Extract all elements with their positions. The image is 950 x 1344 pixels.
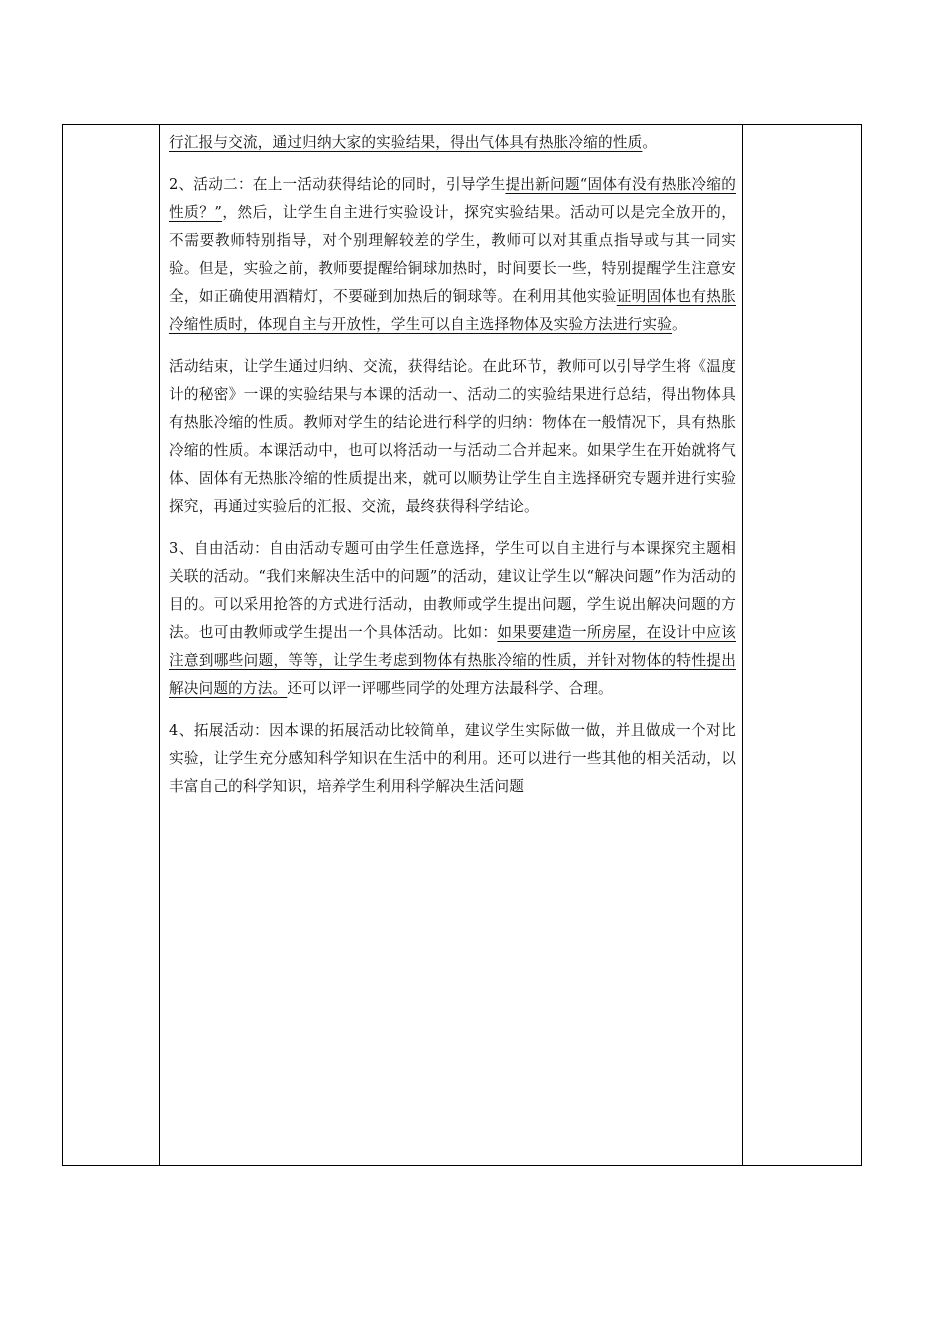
- table-row: [63, 125, 862, 1166]
- underlined-text: 如果要建造一所房屋，在设计中应该注意到哪些问题，等等，让学生考虑到物体有热胀冷缩的性质，并针对物体的特性提出解决问题的方法。: [169, 624, 737, 697]
- text-segment: 2、活动二：在上一活动获得结论的同时，引导学生: [169, 176, 506, 193]
- text-segment: ，然后，让学生自主进行实验设计，探究实验结果。活动可以是完全放开的，不需要教师特别指导，对个别理解较差的学生，教师可以对其重点指导或与其一同实验。但是，实验之前，教师要提醒给铜球加热时，时间要长一些，特别提醒学生注意安全，如正确使用酒精灯，不要碰到加热后的铜球等。在利用其他实验: [169, 204, 736, 305]
- paragraph: [169, 717, 736, 801]
- paragraph: [169, 535, 736, 703]
- underlined-text: 提出新问题“固体有没有热胀冷缩的性质？”: [169, 176, 736, 221]
- paragraph: [169, 353, 736, 521]
- text-segment: 活动结束，让学生通过归纳、交流，获得结论。在此环节，教师可以引导学生将《温度计的秘密》一课的实验结果与本课的活动一、活动二的实验结果进行总结，得出物体具有热胀冷缩的性质。教师对学生的结论进行科学的归纳：物体在一般情况下，具有热胀冷缩的性质。本课活动中，也可以将活动一与活动二合并起来。如果学生在开始就将气体、固体有无热胀冷缩的性质提出来，就可以顺势让学生自主选择研究专题并进行实验探究，再通过实验后的汇报、交流，最终获得科学结论。: [169, 358, 736, 515]
- content-body: [160, 125, 742, 801]
- left-cell: [63, 125, 160, 1166]
- text-segment: 3、自由活动：自由活动专题可由学生任意选择，学生可以自主进行与本课探究主题相关联的活动。“我们来解决生活中的问题”的活动，建议让学生以“解决问题”作为活动的目的。可以采用抢答的方式进行活动，由教师或学生提出问题，学生说出解决问题的方法。也可由教师或学生提出一个具体活动。比如：: [169, 540, 736, 641]
- paragraph: [169, 171, 736, 339]
- content-cell: [160, 125, 743, 1166]
- text-segment: 。: [642, 134, 658, 151]
- underlined-text: 行汇报与交流，通过归纳大家的实验结果，得出气体具有热胀冷缩的性质: [169, 134, 643, 151]
- text-segment: 还可以评一评哪些同学的处理方法最科学、合理。: [287, 680, 613, 697]
- underlined-text: 证明固体也有热胀冷缩性质时，体现自主与开放性，学生可以自主选择物体及实验方法进行实验: [169, 288, 736, 333]
- paragraph: [169, 129, 736, 157]
- text-segment: 4、拓展活动：因本课的拓展活动比较简单，建议学生实际做一做，并且做成一个对比实验，让学生充分感知科学知识在生活中的利用。还可以进行一些其他的相关活动，以丰富自己的科学知识，培养学生利用科学解决生活问题: [169, 722, 736, 795]
- right-cell: [743, 125, 862, 1166]
- text-segment: 。: [672, 316, 687, 333]
- lesson-plan-table: [62, 124, 862, 1166]
